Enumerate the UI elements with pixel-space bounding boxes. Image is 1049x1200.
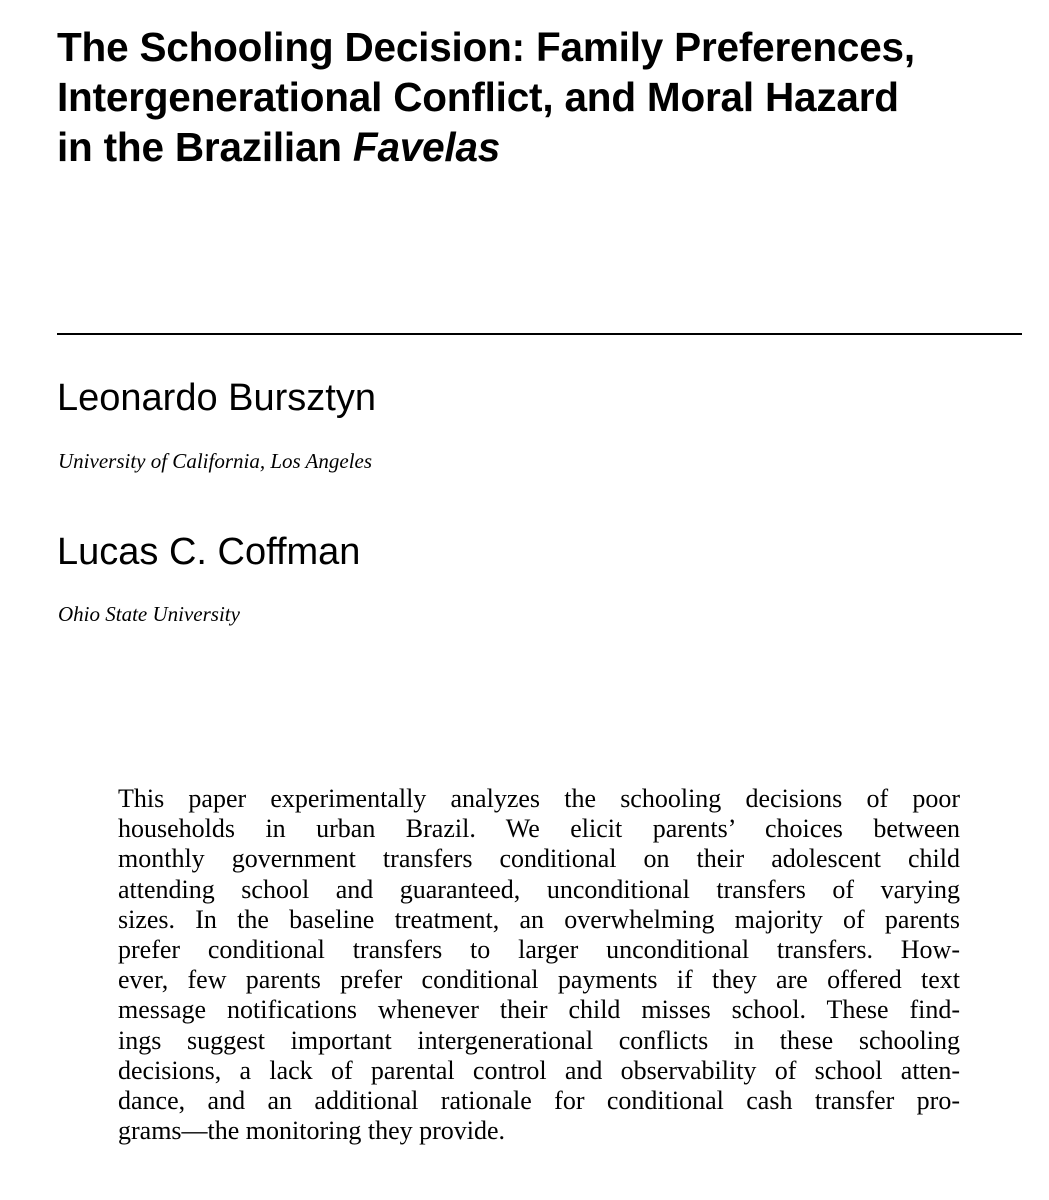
abstract — [118, 784, 960, 1146]
author-name: Leonardo Bursztyn — [57, 377, 376, 419]
author-name: Lucas C. Coffman — [57, 531, 361, 573]
abstract-line: dance, and an additional rationale for conditional cash transfer pro- — [118, 1086, 960, 1116]
abstract-line: attending school and guaranteed, unconditional transfers of varying — [118, 874, 960, 904]
title-line-text: in the Brazilian — [57, 124, 342, 170]
title-divider — [57, 333, 1022, 335]
title-italic-word: Favelas — [352, 124, 501, 170]
abstract-line: ever, few parents prefer conditional payments if they are offered text — [118, 965, 960, 995]
abstract-line: ings suggest important intergenerational conflicts in these schooling — [118, 1025, 960, 1055]
abstract-line: This paper experimentally analyzes the schooling decisions of poor — [118, 784, 960, 813]
title-line — [57, 122, 1017, 172]
abstract-line: sizes. In the baseline treatment, an overwhelming majority of parents — [118, 904, 960, 934]
author-affiliation: University of California, Los Angeles — [58, 449, 373, 473]
title-line: Intergenerational Conflict, and Moral Hazard — [57, 74, 899, 120]
paper-title — [57, 22, 1017, 172]
abstract-line: monthly government transfers conditional on their adolescent child — [118, 844, 960, 874]
author-affiliation: Ohio State University — [58, 602, 240, 626]
title-line: The Schooling Decision: Family Preferences, — [57, 24, 915, 70]
abstract-line: grams—the monitoring they provide. — [118, 1116, 506, 1146]
abstract-line: message notifications whenever their child misses school. These find- — [118, 995, 960, 1025]
abstract-line: decisions, a lack of parental control and observability of school atten- — [118, 1055, 960, 1085]
abstract-line: households in urban Brazil. We elicit parents’ choices between — [118, 814, 960, 844]
abstract-line: prefer conditional transfers to larger unconditional transfers. How- — [118, 935, 960, 965]
